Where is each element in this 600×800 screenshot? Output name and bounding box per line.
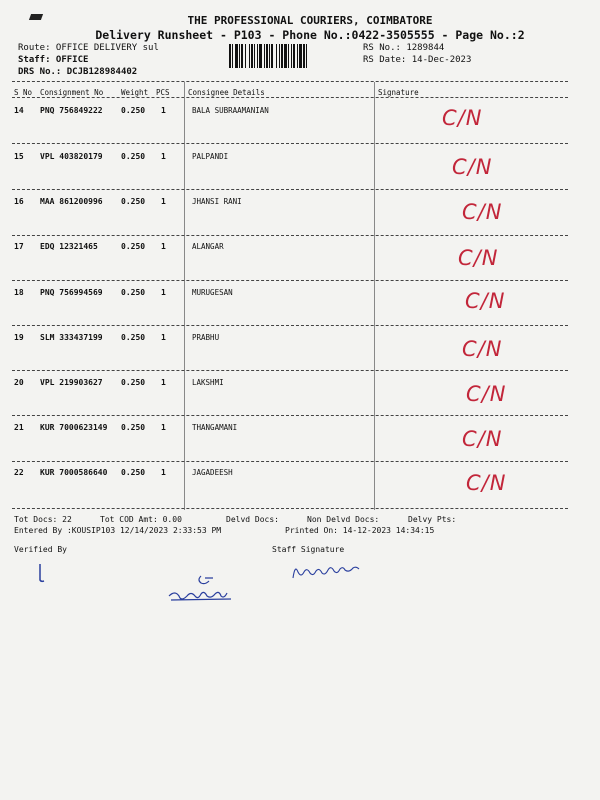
printed-on: Printed On: 14-12-2023 14:34:15 [285, 526, 435, 535]
row-consignee: BALA SUBRAAMANIAN [192, 106, 269, 115]
row-rule [12, 415, 568, 416]
row-rule [12, 235, 568, 236]
row-rule [12, 508, 568, 509]
row-consignee: MURUGESAN [192, 288, 233, 297]
row-signature: C/N [466, 471, 507, 495]
total-docs: Tot Docs: 22 [14, 515, 72, 524]
row-weight: 0.250 [121, 106, 146, 115]
row-pcs: 1 [161, 106, 166, 115]
row-weight: 0.250 [121, 152, 146, 161]
row-pcs: 1 [161, 378, 166, 387]
row-consignment: KUR 7000586640 [40, 468, 108, 477]
row-weight: 0.250 [121, 242, 146, 251]
row-pcs: 1 [161, 288, 166, 297]
row-consignee: ALANGAR [192, 242, 224, 251]
row-pcs: 1 [161, 152, 166, 161]
delivered-docs: Delvd Docs: [226, 515, 279, 524]
row-consignment: EDQ 12321465 [40, 242, 98, 251]
verifier-signature [165, 572, 245, 608]
col-header-consignment: Consignment No [40, 88, 104, 97]
row-signature: C/N [465, 289, 506, 313]
row-sno: 14 [14, 106, 24, 115]
row-sno: 20 [14, 378, 24, 387]
barcode [228, 44, 356, 68]
row-consignee: LAKSHMI [192, 378, 224, 387]
row-rule [12, 370, 568, 371]
row-consignment: PNQ 756849222 [40, 106, 103, 115]
col-header-signature: Signature [378, 88, 419, 97]
row-consignment: PNQ 756994569 [40, 288, 103, 297]
staff-signature-label: Staff Signature [272, 545, 345, 554]
row-weight: 0.250 [121, 378, 146, 387]
row-pcs: 1 [161, 197, 166, 206]
total-cod-amount: Tot COD Amt: 0.00 [100, 515, 182, 524]
row-signature: C/N [458, 246, 499, 270]
row-signature: C/N [466, 382, 507, 406]
col-header-weight: Weight [121, 88, 149, 97]
row-signature: C/N [462, 427, 503, 451]
non-delivered-docs: Non Delvd Docs: [307, 515, 380, 524]
row-consignment: VPL 219903627 [40, 378, 103, 387]
row-weight: 0.250 [121, 333, 146, 342]
row-sno: 16 [14, 197, 24, 206]
row-pcs: 1 [161, 468, 166, 477]
header-top-rule [12, 81, 568, 82]
rs-number: RS No.: 1289844 [363, 43, 445, 53]
staff-signature [290, 562, 370, 586]
row-sno: 22 [14, 468, 24, 477]
row-pcs: 1 [161, 423, 166, 432]
staff-text: Staff: OFFICE [18, 55, 89, 65]
row-signature: C/N [462, 200, 503, 224]
col-header-consignee: Consignee Details [188, 88, 265, 97]
company-name: THE PROFESSIONAL COURIERS, COIMBATORE [187, 14, 433, 27]
row-weight: 0.250 [121, 423, 146, 432]
drs-number: DRS No.: DCJB128984402 [18, 67, 138, 77]
entered-by: Entered By :KOUSIP103 12/14/2023 2:33:53 PM [14, 526, 222, 535]
signature-column-divider [374, 82, 375, 510]
row-sno: 21 [14, 423, 24, 432]
row-rule [12, 189, 568, 190]
row-consignment: MAA 861200996 [40, 197, 103, 206]
header-bottom-rule [12, 97, 568, 98]
delivery-points: Delvy Pts: [408, 515, 457, 524]
row-pcs: 1 [161, 242, 166, 251]
row-sno: 19 [14, 333, 24, 342]
row-consignment: VPL 403820179 [40, 152, 103, 161]
row-signature: C/N [462, 337, 503, 361]
row-sno: 15 [14, 152, 24, 161]
row-consignment: KUR 7000623149 [40, 423, 108, 432]
route-text: Route: OFFICE DELIVERY sul [18, 43, 159, 53]
row-consignee: PALPANDI [192, 152, 229, 161]
col-header-pcs: PCS [156, 88, 170, 97]
rs-date: RS Date: 14-Dec-2023 [363, 55, 472, 65]
verified-by-label: Verified By [14, 545, 67, 554]
row-rule [12, 143, 568, 144]
row-pcs: 1 [161, 333, 166, 342]
row-sno: 17 [14, 242, 24, 251]
consignee-column-divider [184, 82, 185, 510]
row-rule [12, 280, 568, 281]
row-consignment: SLM 333437199 [40, 333, 103, 342]
row-rule [12, 461, 568, 462]
row-signature: C/N [452, 155, 493, 179]
runsheet-title: Delivery Runsheet - P103 - Phone No.:0422-3505555 - Page No.:2 [95, 28, 525, 42]
verifier-initial-mark [30, 562, 50, 586]
row-signature: C/N [442, 106, 483, 130]
row-weight: 0.250 [121, 468, 146, 477]
row-consignee: THANGAMANI [192, 423, 238, 432]
row-sno: 18 [14, 288, 24, 297]
row-rule [12, 325, 568, 326]
col-header-sno: S No [14, 88, 33, 97]
row-consignee: JHANSI RANI [192, 197, 242, 206]
row-weight: 0.250 [121, 197, 146, 206]
row-consignee: JAGADEESH [192, 468, 233, 477]
row-consignee: PRABHU [192, 333, 220, 342]
row-weight: 0.250 [121, 288, 146, 297]
